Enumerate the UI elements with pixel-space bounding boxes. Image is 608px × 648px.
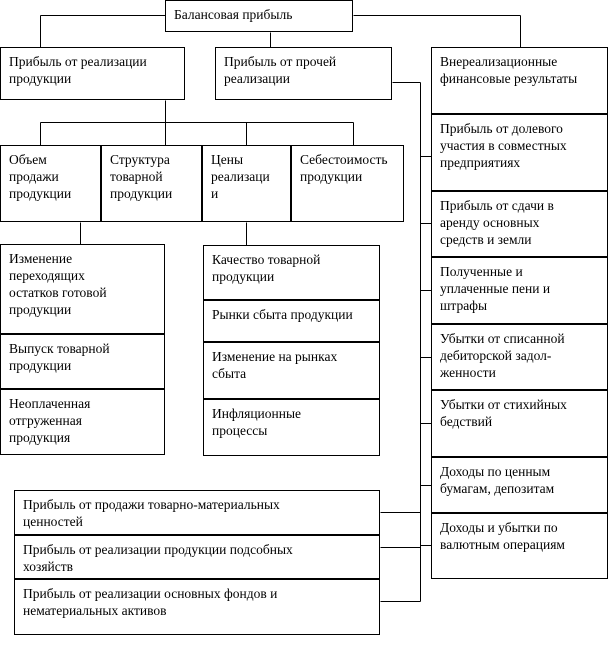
box-text-line: Структура xyxy=(110,152,170,167)
box-text-line: сбыта xyxy=(212,366,247,381)
box-text-line: Инфляционные xyxy=(212,406,302,421)
box-sale-prices xyxy=(202,145,291,222)
box-text-line: и xyxy=(211,186,219,201)
box-text-line: продукция xyxy=(9,430,71,445)
box-text-line: продажи xyxy=(9,169,59,184)
box-fixed-assets-sale-profit xyxy=(14,579,380,635)
box-text-line: Прибыль от сдачи в xyxy=(440,198,554,213)
box-text-line: женности xyxy=(440,365,496,380)
box-sales-markets xyxy=(203,300,380,342)
box-text-line: участия в совместных xyxy=(440,138,567,153)
box-product-output xyxy=(0,334,165,389)
box-text-line: Прибыль от продажи товарно-материальных xyxy=(23,497,280,512)
box-text-line: бумагам, депозитам xyxy=(440,481,555,496)
box-other-sales-profit xyxy=(215,47,392,100)
box-inventory-sale-profit xyxy=(14,490,380,535)
box-penalties xyxy=(431,257,608,324)
box-text-line: штрафы xyxy=(440,298,488,313)
box-text-line: Прибыль от долевого xyxy=(440,121,563,136)
box-text-line: Доходы по ценным xyxy=(440,464,551,479)
box-text-line: бедствий xyxy=(440,414,493,429)
box-text-line: Балансовая прибыль xyxy=(174,7,293,22)
box-text-line: Прибыль от реализации xyxy=(9,54,147,69)
box-inflation xyxy=(203,399,380,456)
box-lease-profit xyxy=(431,191,608,257)
box-text-line: переходящих xyxy=(9,268,85,283)
box-joint-venture-profit xyxy=(431,114,608,191)
box-product-structure xyxy=(101,145,202,222)
box-text-line: валютным операциям xyxy=(440,537,565,552)
box-non-operating-results xyxy=(431,47,608,114)
box-text-line: отгруженная xyxy=(9,413,82,428)
box-text-line: товарной xyxy=(110,169,163,184)
box-text-line: Рынки сбыта продукции xyxy=(212,307,353,322)
box-production-cost xyxy=(291,145,404,222)
box-text-line: Изменение на рынках xyxy=(212,349,338,364)
box-text-line: Убытки от стихийных xyxy=(440,397,567,412)
box-market-changes xyxy=(203,342,380,399)
box-text-line: Выпуск товарной xyxy=(9,341,110,356)
box-balance-profit xyxy=(165,0,353,32)
box-text-line: продукции xyxy=(212,269,275,284)
box-text-line: реализаци xyxy=(211,169,270,184)
box-securities-income xyxy=(431,457,608,513)
box-text-line: финансовые результаты xyxy=(440,71,578,86)
box-text-line: Себестоимость xyxy=(300,152,388,167)
box-text-line: Качество товарной xyxy=(212,252,321,267)
box-auxiliary-farms-profit xyxy=(14,535,380,579)
box-text-line: Прибыль от реализации основных фондов и xyxy=(23,586,278,601)
box-disaster-losses xyxy=(431,390,608,457)
box-text-line: реализации xyxy=(224,71,290,86)
box-text-line: остатков готовой xyxy=(9,285,107,300)
box-text-line: хозяйств xyxy=(23,559,74,574)
box-text-line: аренду основных xyxy=(440,215,540,230)
box-unpaid-shipped xyxy=(0,389,165,455)
box-text-line: Изменение xyxy=(9,251,73,266)
box-text-line: ценностей xyxy=(23,514,83,529)
box-text-line: нематериальных активов xyxy=(23,603,167,618)
box-text-line: средств и земли xyxy=(440,232,532,247)
box-text-line: Прибыль от реализации продукции подсобных xyxy=(23,542,293,557)
box-bad-debt-losses xyxy=(431,324,608,390)
box-text-line: продукции xyxy=(9,71,72,86)
box-text-line: Полученные и xyxy=(440,264,523,279)
box-text-line: Внереализационные xyxy=(440,54,558,69)
box-text-line: Неоплаченная xyxy=(9,396,91,411)
box-product-quality xyxy=(203,245,380,300)
box-text-line: Объем xyxy=(9,152,47,167)
box-sales-profit xyxy=(0,47,185,100)
box-sales-volume xyxy=(0,145,101,222)
box-text-line: Прибыль от прочей xyxy=(224,54,337,69)
box-text-line: продукции xyxy=(9,358,72,373)
box-text-line: продукции xyxy=(9,302,72,317)
box-text-line: предприятиях xyxy=(440,155,521,170)
box-text-line: продукции xyxy=(9,186,72,201)
box-text-line: уплаченные пени и xyxy=(440,281,551,296)
box-text-line: Убытки от списанной xyxy=(440,331,565,346)
box-text-line: Доходы и убытки по xyxy=(440,520,558,535)
box-stock-change xyxy=(0,244,165,334)
box-text-line: Цены xyxy=(211,152,244,167)
box-text-line: процессы xyxy=(212,423,268,438)
box-text-line: дебиторской задол- xyxy=(440,348,552,363)
box-text-line: продукции xyxy=(110,186,173,201)
box-text-line: продукции xyxy=(300,169,363,184)
box-currency-operations xyxy=(431,513,608,579)
